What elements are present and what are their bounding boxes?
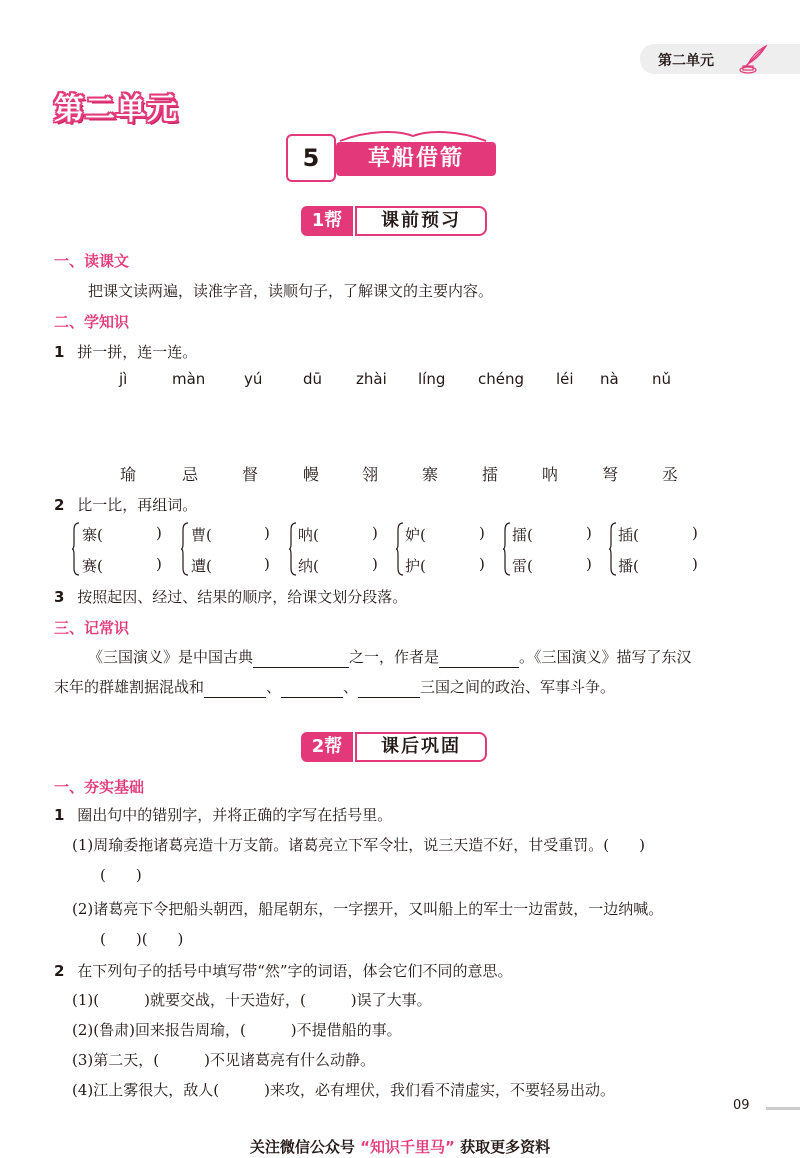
fill-text: 三国之间的政治、军事斗争。 xyxy=(420,678,616,696)
pinyin-item: zhài xyxy=(356,370,387,388)
hanzi-item: 弩 xyxy=(602,465,619,484)
hanzi-item: 寨 xyxy=(422,465,439,484)
question-3 xyxy=(54,586,407,608)
fill-text: 末年的群雄割据混战和 xyxy=(54,678,205,696)
compare-char-top: 插( xyxy=(618,526,639,544)
fill-blank[interactable] xyxy=(204,681,266,698)
compare-close: ) xyxy=(479,555,485,573)
compare-char-bottom: 遭( xyxy=(191,557,212,575)
compare-close: ) xyxy=(156,524,162,542)
lesson-number: 5 xyxy=(286,134,336,182)
compare-close: ) xyxy=(479,524,485,542)
sentence-ran-3: (3)第二天，( )不见诸葛亮有什么动静。 xyxy=(72,1051,375,1069)
brace-icon xyxy=(289,522,297,576)
fill-text: 。《三国演义》描写了东汉 xyxy=(519,648,692,666)
question-number: 1 xyxy=(54,806,65,824)
question-number: 1 xyxy=(54,343,65,361)
pinyin-item: líng xyxy=(418,370,446,388)
fill-line-1 xyxy=(88,646,692,668)
question-text: 圈出句中的错别字，并将正确的字写在括号里。 xyxy=(77,806,393,824)
lesson-title: 草船借箭 xyxy=(336,142,496,176)
compare-char-top: 妒( xyxy=(405,526,426,544)
hanzi-item: 忌 xyxy=(182,465,199,484)
unit-header-tab xyxy=(640,44,800,74)
fill-text: 《三国演义》是中国古典 xyxy=(88,648,254,666)
question-text: 拼一拼，连一连。 xyxy=(77,343,198,361)
question-2-ran xyxy=(54,960,513,982)
section-heading-learn: 二、学知识 xyxy=(54,313,130,331)
question-number: 3 xyxy=(54,588,65,606)
feather-pen-icon xyxy=(736,44,776,74)
help-header-preview xyxy=(301,206,487,236)
question-text: 按照起因、经过、结果的顺序，给课文划分段落。 xyxy=(77,588,408,606)
section-heading-foundation: 一、夯实基础 xyxy=(54,778,145,796)
read-instruction: 把课文读两遍，读准字音，读顺句子，了解课文的主要内容。 xyxy=(88,282,494,300)
brace-icon xyxy=(181,522,189,576)
compare-close: ) xyxy=(692,555,698,573)
compare-close: ) xyxy=(156,555,162,573)
pinyin-item: yú xyxy=(244,370,263,388)
pinyin-item: léi xyxy=(556,370,574,388)
fill-text: 之一，作者是 xyxy=(349,648,440,666)
open-book-icon xyxy=(338,128,488,142)
question-number: 2 xyxy=(54,962,65,980)
answer-paren[interactable]: ( )( ) xyxy=(100,930,184,948)
footer-text: 获取更多资料 xyxy=(460,1138,551,1156)
page-number: 09 xyxy=(733,1098,750,1113)
question-text: 比一比，再组词。 xyxy=(77,496,198,514)
compare-close: ) xyxy=(264,524,270,542)
question-text: 在下列句子的括号中填写带“然”字的词语，体会它们不同的意思。 xyxy=(77,962,513,980)
footer-banner xyxy=(0,1136,800,1157)
question-number: 2 xyxy=(54,496,65,514)
sentence-2: (2)诸葛亮下令把船头朝西，船尾朝东，一字摆开，又叫船上的军士一边雷鼓，一边纳喊。 xyxy=(72,900,664,918)
hanzi-item: 呐 xyxy=(542,465,559,484)
hanzi-item: 瑜 xyxy=(120,465,137,484)
sentence-ran-2: (2)(鲁肃)回来报告周瑜，( )不提借船的事。 xyxy=(72,1021,402,1039)
help-label: 课前预习 xyxy=(355,206,487,236)
brace-icon xyxy=(609,522,617,576)
question-2 xyxy=(54,494,197,516)
compare-close: ) xyxy=(372,524,378,542)
hanzi-item: 擂 xyxy=(482,465,499,484)
section-heading-read: 一、读课文 xyxy=(54,252,130,270)
hanzi-item: 翎 xyxy=(362,465,379,484)
brace-icon xyxy=(72,522,80,576)
help-tag: 2帮 xyxy=(301,732,353,762)
compare-close: ) xyxy=(692,524,698,542)
footer-brand: “知识千里马” xyxy=(360,1138,455,1156)
fill-text: 、 xyxy=(343,678,359,696)
brace-icon xyxy=(503,522,511,576)
fill-text: 、 xyxy=(266,678,282,696)
compare-char-top: 寨( xyxy=(82,526,103,544)
compare-close: ) xyxy=(586,524,592,542)
brace-icon xyxy=(396,522,404,576)
pinyin-item: dū xyxy=(303,370,323,388)
answer-paren[interactable]: ( ) xyxy=(100,866,142,884)
pinyin-item: màn xyxy=(172,370,206,388)
compare-close: ) xyxy=(586,555,592,573)
compare-char-bottom: 播( xyxy=(618,557,639,575)
help-header-review xyxy=(301,732,487,762)
hanzi-item: 丞 xyxy=(662,465,679,484)
fill-blank[interactable] xyxy=(253,651,349,668)
question-1-correct xyxy=(54,804,392,826)
unit-title: 第二单元 xyxy=(54,92,178,127)
compare-close: ) xyxy=(372,555,378,573)
sentence-1: (1)周瑜委拖诸葛亮造十万支箭。诸葛亮立下军令壮，说三天造不好，甘受重罚。( ) xyxy=(72,836,645,854)
compare-close: ) xyxy=(264,555,270,573)
section-heading-common-sense: 三、记常识 xyxy=(54,619,130,637)
page-divider xyxy=(766,1107,800,1110)
compare-char-bottom: 护( xyxy=(405,557,426,575)
footer-text: 关注微信公众号 xyxy=(249,1138,355,1156)
compare-char-bottom: 雷( xyxy=(512,557,533,575)
fill-blank[interactable] xyxy=(281,681,343,698)
compare-char-bottom: 纳( xyxy=(298,557,319,575)
fill-blank[interactable] xyxy=(358,681,420,698)
help-label: 课后巩固 xyxy=(355,732,487,762)
compare-char-bottom: 赛( xyxy=(82,557,103,575)
compare-char-top: 擂( xyxy=(512,526,533,544)
lesson-title-block xyxy=(286,128,500,180)
pinyin-item: jì xyxy=(119,370,128,388)
fill-line-2 xyxy=(54,676,615,698)
pinyin-item: chéng xyxy=(478,370,525,388)
sentence-ran-4: (4)江上雾很大，敌人( )来攻，必有埋伏，我们看不清虚实，不要轻易出动。 xyxy=(72,1081,615,1099)
hanzi-item: 督 xyxy=(242,465,259,484)
pinyin-item: nà xyxy=(600,370,619,388)
sentence-ran-1: (1)( )就要交战，十天造好，( )误了大事。 xyxy=(72,991,432,1009)
compare-char-top: 曹( xyxy=(191,526,212,544)
help-tag: 1帮 xyxy=(301,206,353,236)
fill-blank[interactable] xyxy=(439,651,519,668)
pinyin-item: nǔ xyxy=(652,370,672,388)
unit-tab-label: 第二单元 xyxy=(658,53,714,69)
question-1 xyxy=(54,341,197,363)
hanzi-item: 幔 xyxy=(303,465,320,484)
compare-char-top: 呐( xyxy=(298,526,319,544)
